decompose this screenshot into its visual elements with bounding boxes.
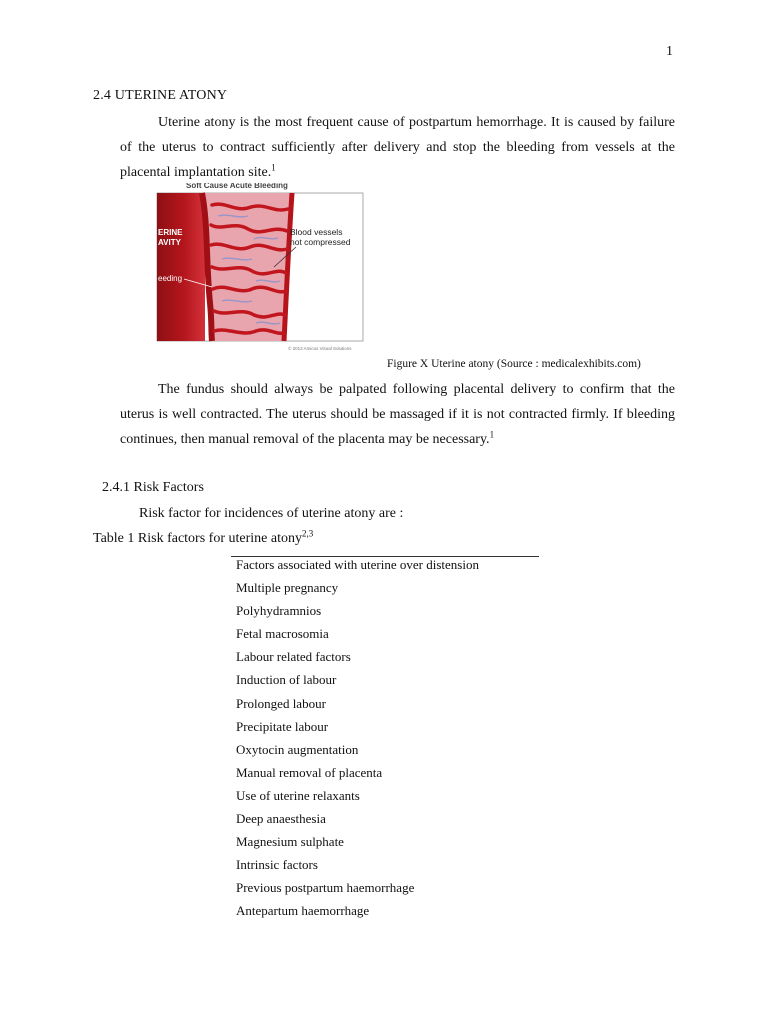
- figure-label-cavity-2: AVITY: [158, 238, 181, 247]
- table-row: Previous postpartum haemorrhage: [236, 880, 415, 896]
- figure-title: Soft Cause Acute Bleeding: [186, 183, 288, 190]
- uterine-atony-figure: [156, 183, 366, 355]
- reference-superscript: 1: [271, 162, 276, 173]
- figure-label-cavity: ERINE: [158, 228, 183, 237]
- reference-superscript: 1: [489, 429, 495, 440]
- table-row: Precipitate labour: [236, 718, 329, 734]
- figure-copyright: © 2013 Amicus Visual Solutions: [288, 346, 352, 351]
- figure-label-bleeding: eeding: [158, 274, 183, 283]
- table-row: Polyhydramnios: [236, 603, 322, 619]
- table-row: Factors associated with uterine over distension: [236, 557, 479, 572]
- table-row: Manual removal of placenta: [236, 764, 383, 780]
- paragraph-uterine-atony: [120, 110, 675, 185]
- table-row: Use of uterine relaxants: [236, 787, 360, 803]
- paragraph-text: The fundus should always be palpated following placental delivery to confirm that the uterus is well contracted. The uterus should be massaged if it is not contracted firmly. If bleeding continues, then manual removal of the placenta may be necessary.: [120, 382, 675, 447]
- table-row: Antepartum haemorrhage: [236, 903, 370, 919]
- table-row: Induction of labour: [236, 672, 337, 688]
- table-caption: [93, 528, 314, 547]
- table-row: Multiple pregnancy: [236, 580, 339, 596]
- table-row: Intrinsic factors: [236, 857, 318, 873]
- paragraph-text: Uterine atony is the most frequent cause of postpartum hemorrhage. It is caused by failure of the uterus to contract sufficiently after delivery and stop the bleeding from vessels at the placental implantation site.: [120, 115, 675, 180]
- reference-superscript: 2,3: [301, 528, 314, 539]
- figure-label-vessels-2: not compressed: [290, 237, 351, 247]
- subsection-heading: 2.4.1 Risk Factors: [102, 480, 204, 495]
- table-row: Prolonged labour: [236, 695, 326, 711]
- figure-caption: Figure X Uterine atony (Source : medicalexhibits.com): [387, 358, 641, 370]
- table-caption-text: Table 1 Risk factors for uterine atony: [93, 531, 302, 546]
- table-row: Labour related factors: [236, 649, 351, 665]
- risk-factor-intro: Risk factor for incidences of uterine atony are :: [139, 506, 404, 521]
- figure-label-vessels: Blood vessels: [290, 227, 343, 237]
- table-row: Fetal macrosomia: [236, 626, 329, 642]
- table-row: Oxytocin augmentation: [236, 741, 359, 757]
- risk-factors-table: [236, 556, 479, 926]
- section-heading: 2.4 UTERINE ATONY: [93, 88, 228, 103]
- page-number: 1: [666, 44, 673, 59]
- paragraph-fundus: [120, 377, 675, 452]
- table-row: Magnesium sulphate: [236, 834, 344, 850]
- table-row: Deep anaesthesia: [236, 811, 326, 827]
